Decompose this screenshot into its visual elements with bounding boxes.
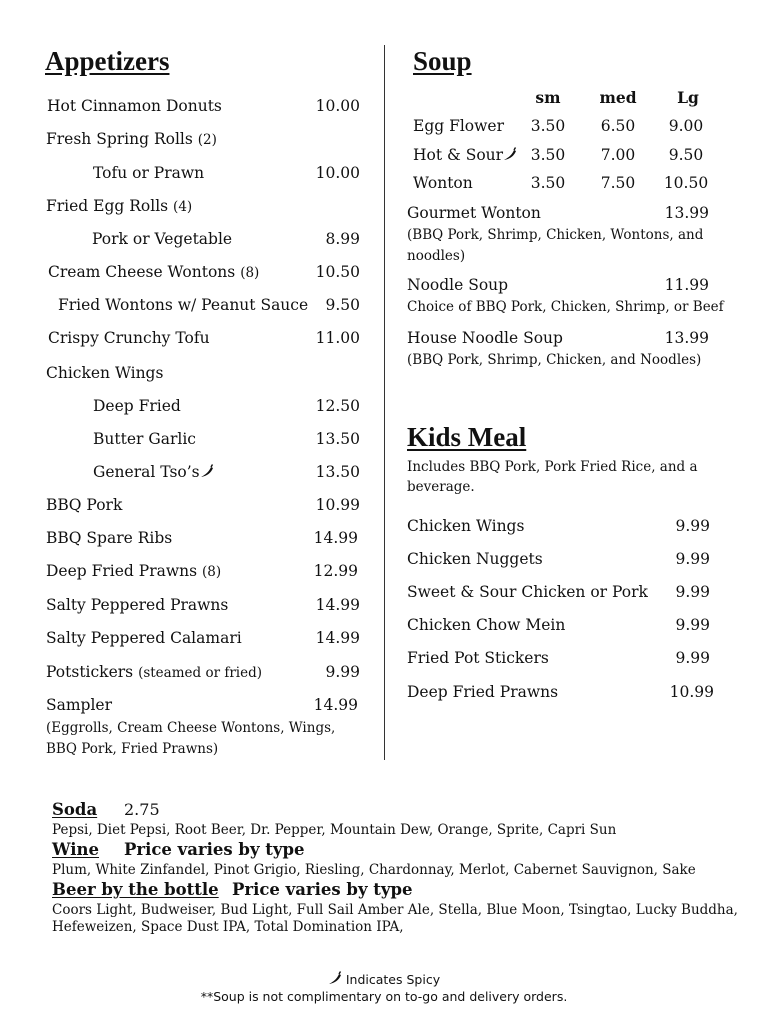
item-quantity: (4) xyxy=(173,199,193,215)
menu-item-name: Salty Peppered Calamari xyxy=(46,629,242,647)
kids-item-name: Deep Fried Prawns xyxy=(407,683,559,701)
menu-item-name xyxy=(46,130,217,148)
kids-item-price: 9.99 xyxy=(675,517,710,535)
menu-item-price: 12.99 xyxy=(313,562,358,580)
menu-item-price: 9.50 xyxy=(325,296,360,314)
chili-pepper-icon xyxy=(328,971,342,985)
menu-item-price: 10.50 xyxy=(315,263,360,281)
menu-item-name xyxy=(46,562,221,580)
menu-item-name: Fried Wontons w/ Peanut Sauce xyxy=(58,296,309,314)
description-line: beverage. xyxy=(407,479,475,495)
soup-price-lg: 9.00 xyxy=(668,117,704,135)
wine-list: Plum, White Zinfandel, Pinot Grigio, Riesling, Chardonnay, Merlot, Cabernet Sauvignon, Sake xyxy=(52,862,696,878)
menu-item-name: BBQ Spare Ribs xyxy=(46,529,173,547)
menu-item-price: 14.99 xyxy=(315,596,360,614)
wine-label: Wine xyxy=(52,840,100,859)
beer-label: Beer by the bottle xyxy=(52,880,219,899)
menu-item-name: Chicken Wings xyxy=(46,364,164,382)
menu-item-price: 13.50 xyxy=(315,463,360,481)
item-quantity: (8) xyxy=(240,265,260,281)
menu-item-name xyxy=(48,263,259,281)
menu-subitem-name xyxy=(93,463,214,481)
kids-item-price: 9.99 xyxy=(675,616,710,634)
menu-item-price: 8.99 xyxy=(325,230,360,248)
soup-price-sm: 3.50 xyxy=(530,117,566,135)
item-description xyxy=(407,225,703,267)
item-name: General Tso’s xyxy=(93,463,200,481)
kids-item-price: 10.99 xyxy=(669,683,714,701)
kids-item-price: 9.99 xyxy=(675,583,710,601)
column-divider xyxy=(384,45,385,760)
soup-name xyxy=(413,146,517,164)
menu-item-name: Sampler xyxy=(46,696,113,714)
menu-item-price: 10.00 xyxy=(315,97,360,115)
soup-price-med: 7.50 xyxy=(600,174,636,192)
soup-heading: Soup xyxy=(413,46,472,76)
kids-item-name: Fried Pot Stickers xyxy=(407,649,549,667)
menu-item-name xyxy=(46,663,262,681)
description-line: noodles) xyxy=(407,248,466,264)
size-header-med: med xyxy=(599,88,637,107)
menu-item-price: 13.99 xyxy=(664,204,709,222)
beer-list: Hefeweizen, Space Dust IPA, Total Domination IPA, xyxy=(52,919,404,935)
soup-price-sm: 3.50 xyxy=(530,174,566,192)
menu-item-name: House Noodle Soup xyxy=(407,329,563,347)
soup-price-med: 7.00 xyxy=(600,146,636,164)
chili-pepper-icon xyxy=(503,147,517,161)
menu-item-name: Gourmet Wonton xyxy=(407,204,541,222)
item-note: (steamed or fried) xyxy=(138,665,262,681)
beer-price: Price varies by type xyxy=(232,880,413,899)
item-name: Cream Cheese Wontons xyxy=(48,263,236,281)
menu-item-price: 14.99 xyxy=(313,529,358,547)
item-name: Potstickers xyxy=(46,663,134,681)
soup-price-med: 6.50 xyxy=(600,117,636,135)
item-description: Choice of BBQ Pork, Chicken, Shrimp, or Beef xyxy=(407,299,724,315)
spicy-legend xyxy=(0,971,768,987)
menu-item-name: Noodle Soup xyxy=(407,276,509,294)
item-description: (BBQ Pork, Shrimp, Chicken, and Noodles) xyxy=(407,352,702,368)
menu-item-price: 10.99 xyxy=(315,496,360,514)
menu-subitem-name: Butter Garlic xyxy=(93,430,196,448)
appetizers-heading: Appetizers xyxy=(45,46,170,76)
wine-price: Price varies by type xyxy=(124,840,305,859)
menu-item-price: 14.99 xyxy=(313,696,358,714)
soda-price: 2.75 xyxy=(124,800,160,819)
kids-item-name: Chicken Nuggets xyxy=(407,550,543,568)
item-name: Hot & Sour xyxy=(413,146,504,164)
description-line: (Eggrolls, Cream Cheese Wontons, Wings, xyxy=(46,720,336,736)
item-name: Deep Fried Prawns xyxy=(46,562,198,580)
menu-item-name: Salty Peppered Prawns xyxy=(46,596,229,614)
kids-item-name: Chicken Wings xyxy=(407,517,525,535)
menu-item-name xyxy=(46,197,192,215)
size-header-sm: sm xyxy=(535,88,561,107)
description-line: (BBQ Pork, Shrimp, Chicken, Wontons, and xyxy=(407,227,704,243)
menu-item-price: 13.99 xyxy=(664,329,709,347)
soda-list: Pepsi, Diet Pepsi, Root Beer, Dr. Pepper, Mountain Dew, Orange, Sprite, Capri Sun xyxy=(52,822,617,838)
kids-item-name: Chicken Chow Mein xyxy=(407,616,566,634)
kids-item-name: Sweet & Sour Chicken or Pork xyxy=(407,583,648,601)
menu-item-price: 9.99 xyxy=(325,663,360,681)
soup-name: Egg Flower xyxy=(413,117,504,135)
kids-item-price: 9.99 xyxy=(675,649,710,667)
description-line: Includes BBQ Pork, Pork Fried Rice, and a xyxy=(407,459,698,475)
beer-list: Coors Light, Budweiser, Bud Light, Full Sail Amber Ale, Stella, Blue Moon, Tsingtao, Lucky Buddha, xyxy=(52,902,738,918)
chili-pepper-icon xyxy=(200,464,214,478)
spicy-legend-text: Indicates Spicy xyxy=(345,972,441,987)
menu-item-price: 11.00 xyxy=(315,329,360,347)
menu-subitem-name: Tofu or Prawn xyxy=(93,164,205,182)
menu-item-name: BBQ Pork xyxy=(46,496,123,514)
menu-item-name: Crispy Crunchy Tofu xyxy=(48,329,210,347)
menu-item-price: 12.50 xyxy=(315,397,360,415)
menu-item-price: 11.99 xyxy=(664,276,709,294)
kids-item-price: 9.99 xyxy=(675,550,710,568)
size-header-lg: Lg xyxy=(677,88,699,107)
description-line: BBQ Pork, Fried Prawns) xyxy=(46,741,219,757)
menu-item-name: Hot Cinnamon Donuts xyxy=(47,97,222,115)
soup-price-lg: 9.50 xyxy=(668,146,704,164)
soda-label: Soda xyxy=(52,800,98,819)
menu-item-price: 10.00 xyxy=(315,164,360,182)
item-description xyxy=(46,718,335,760)
menu-subitem-name: Deep Fried xyxy=(93,397,181,415)
item-name: Fried Egg Rolls xyxy=(46,197,169,215)
soup-price-sm: 3.50 xyxy=(530,146,566,164)
kids-meal-heading: Kids Meal xyxy=(407,422,527,452)
soup-name: Wonton xyxy=(413,174,473,192)
item-name: Fresh Spring Rolls xyxy=(46,130,193,148)
soup-price-lg: 10.50 xyxy=(663,174,709,192)
item-quantity: (8) xyxy=(202,564,222,580)
menu-item-price: 14.99 xyxy=(315,629,360,647)
kids-meal-description xyxy=(407,457,698,497)
menu-item-price: 13.50 xyxy=(315,430,360,448)
soup-disclaimer: **Soup is not complimentary on to-go and delivery orders. xyxy=(200,989,568,1004)
menu-subitem-name: Pork or Vegetable xyxy=(92,230,233,248)
item-quantity: (2) xyxy=(197,132,217,148)
